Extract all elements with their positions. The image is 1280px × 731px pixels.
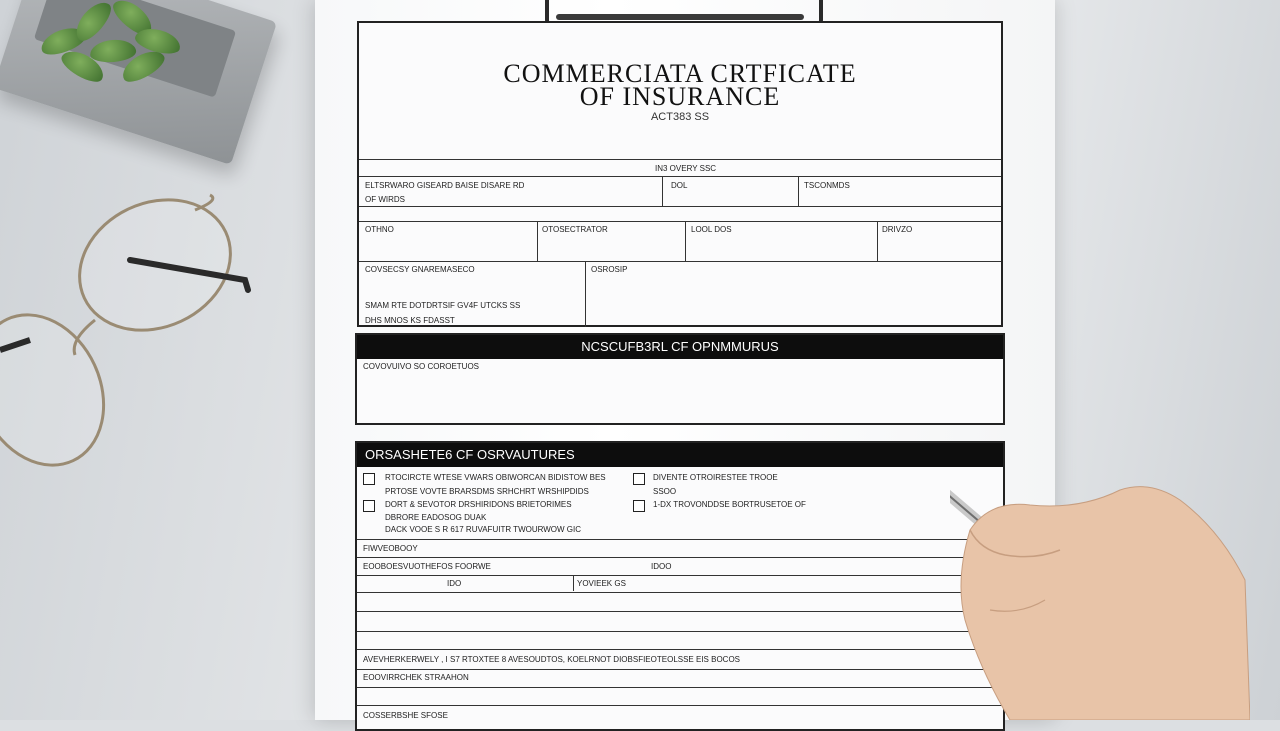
divider bbox=[359, 176, 1001, 177]
insured-field-label: OTHNO bbox=[365, 225, 394, 234]
header-row-center: IN3 OVERY SSC bbox=[655, 164, 717, 173]
eyeglasses-image bbox=[0, 190, 260, 490]
field-line-6: COSSERBSHE SFOSE bbox=[363, 711, 448, 720]
operator-field-label: OTOSECTRATOR bbox=[542, 225, 608, 234]
checkbox-2-line-3: DACK VOOE S R 617 RUVAFUITR TWOURWOW GIC bbox=[385, 525, 582, 534]
operations-section bbox=[355, 333, 1005, 425]
contact-field-label: TSCONMDS bbox=[804, 181, 850, 190]
field-line-3-a: IDO bbox=[447, 579, 462, 588]
certificate-title-line2: OF INSURANCE bbox=[579, 82, 781, 111]
observations-section-header: ORSASHETE6 CF OSRVAUTURES bbox=[357, 443, 1003, 467]
field-line-5: EOOVIRRCHEK STRAAHON bbox=[363, 673, 469, 682]
coverage-detail-line-2: DHS MNOS KS FDASST bbox=[365, 316, 455, 325]
checkbox-4[interactable] bbox=[633, 500, 645, 512]
checkbox-4-label: 1-DX TROVONDDSE BORTRUSETOE OF bbox=[653, 500, 806, 509]
checkbox-3-label: DIVENTE OTROIRESTEE TROOE bbox=[653, 473, 778, 482]
succulent-plant bbox=[40, 0, 200, 90]
field-line-1: FIWVEOBOOY bbox=[363, 544, 418, 553]
description-field-label: OSROSIP bbox=[591, 265, 628, 274]
loc-field-label: LOOL DOS bbox=[691, 225, 732, 234]
checkbox-3[interactable] bbox=[633, 473, 645, 485]
date-field-label: DOL bbox=[671, 181, 688, 190]
certificate-title-line1: COMMERCIATA CRTFICATE bbox=[503, 59, 857, 88]
field-line-3-b: YOVIEEK GS bbox=[577, 579, 626, 588]
coverage-field-label: COVSECSY GNAREMASECO bbox=[365, 265, 475, 274]
operations-section-line: COVOVUIVO SO COROETUOS bbox=[363, 362, 480, 371]
checkbox-1-label: RTOCIRCTE WTESE VWARS OBIWORCAN BIDISTOW BES bbox=[385, 473, 606, 482]
checkbox-3-line-2: SSOO bbox=[653, 487, 677, 496]
field-line-2-right: IDOO bbox=[651, 562, 672, 571]
checkbox-2-label: DORT & SEVOTOR DRSHIRIDONS BRIETORIMES bbox=[385, 500, 572, 509]
checkbox-2-line-2: DBRORE EADOSOG DUAK bbox=[385, 513, 487, 522]
checkbox-1-line-2: PRTOSE VOVTE BRARSDMS SRHCHRT WRSHIPDIDS bbox=[385, 487, 589, 496]
producer-field-label: ELTSRWARO GISEARD BAISE DISARE RD bbox=[365, 181, 525, 190]
observations-section bbox=[355, 441, 1005, 731]
clipboard-clip-band bbox=[556, 14, 804, 20]
certificate-subtitle: ACT383 SS bbox=[650, 111, 710, 123]
field-line-4: AVEVHERKERWELY , I S7 RTOXTEE 8 AVESOUDTOS, KOELRNOT DIOBSFIEOTEOLSSE EIS BOCOS bbox=[363, 655, 741, 664]
coverage-detail-line: SMAM RTE DOTDRTSIF GV4F UTCKS SS bbox=[365, 301, 521, 310]
checkbox-2[interactable] bbox=[363, 500, 375, 512]
hand-holding-pen-image bbox=[950, 470, 1250, 720]
certificate-header-form bbox=[357, 21, 1003, 327]
divider bbox=[359, 159, 1001, 160]
field-line-2-left: EOOBOESVUOTHEFOS FOORWE bbox=[363, 562, 491, 571]
producer-field-sublabel: OF WIRDS bbox=[365, 195, 405, 204]
checkbox-1[interactable] bbox=[363, 473, 375, 485]
operations-section-header: NCSCUFB3RL CF OPNMMURUS bbox=[357, 335, 1003, 359]
driver-field-label: DRIVZO bbox=[882, 225, 913, 234]
